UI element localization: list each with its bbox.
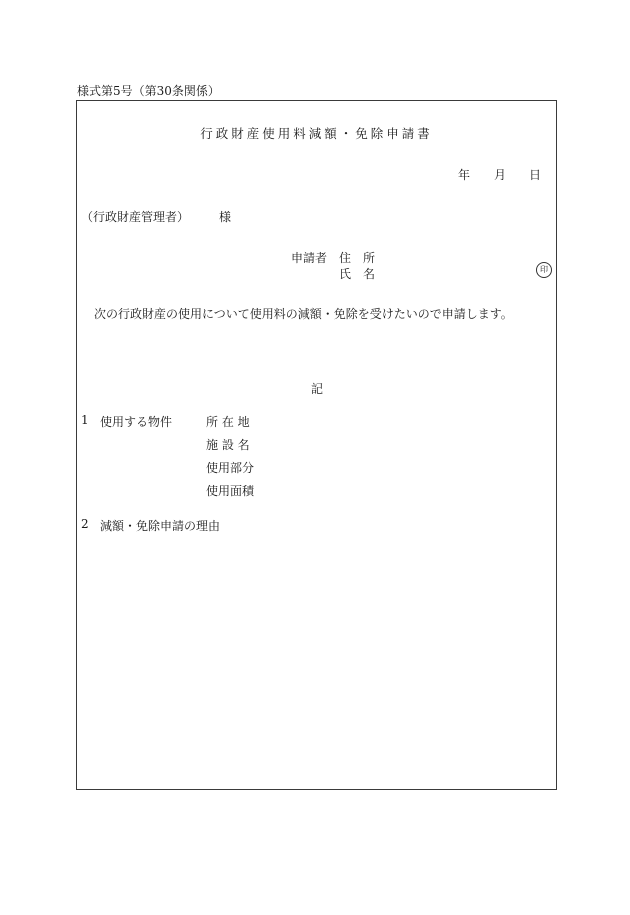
item1-label: 使用する物件: [100, 415, 173, 429]
item1-field-used-area: 使用面積: [206, 484, 255, 498]
applicant-name-label: 氏 名: [339, 267, 376, 281]
applicant-label: 申請者: [291, 251, 328, 265]
item1-field-location: 所 在 地: [206, 415, 250, 429]
addressee-honorific: 様: [219, 210, 232, 224]
seal-mark: 印: [536, 262, 552, 278]
ki-heading: 記: [311, 382, 324, 396]
form-number-label: 様式第5号（第30条関係）: [77, 84, 220, 98]
item2-label: 減額・免除申請の理由: [100, 519, 221, 533]
date-day-label: 日: [529, 168, 542, 182]
item1-number: 1: [81, 413, 89, 427]
item1-field-facility-name: 施 設 名: [206, 438, 250, 452]
application-statement: 次の行政財産の使用について使用料の減額・免除を受けたいので申請します。: [94, 307, 513, 321]
addressee-name: （行政財産管理者）: [81, 210, 190, 224]
application-form-frame: [76, 100, 557, 790]
date-year-label: 年: [458, 168, 471, 182]
applicant-address-label: 住 所: [339, 251, 376, 265]
item1-field-used-portion: 使用部分: [206, 461, 255, 475]
item2-number: 2: [81, 517, 89, 531]
date-month-label: 月: [494, 168, 507, 182]
form-title: 行政財産使用料減額・免除申請書: [200, 126, 433, 141]
